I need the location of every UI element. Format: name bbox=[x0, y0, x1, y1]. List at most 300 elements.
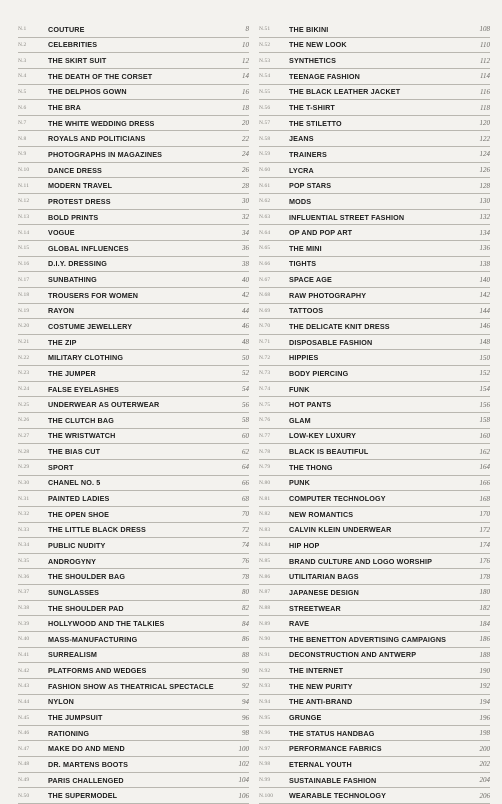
entry-number: N.21 bbox=[18, 339, 30, 346]
contents-entry bbox=[259, 210, 490, 226]
contents-entry bbox=[259, 382, 490, 398]
entry-title: ANDROGYNY bbox=[48, 556, 97, 566]
entry-number: N.31 bbox=[18, 495, 30, 502]
entry-number: N.52 bbox=[259, 41, 271, 48]
entry-page-number: 154 bbox=[479, 385, 490, 394]
entry-page-number: 136 bbox=[479, 244, 490, 253]
entry-title: THE ZIP bbox=[48, 337, 77, 347]
contents-entry bbox=[259, 788, 490, 804]
entry-page-number: 22 bbox=[242, 134, 249, 143]
contents-entry bbox=[259, 241, 490, 257]
entry-number: N.17 bbox=[18, 276, 30, 283]
entry-title: HOT PANTS bbox=[289, 400, 332, 410]
contents-entry bbox=[259, 773, 490, 789]
entry-page-number: 100 bbox=[238, 744, 249, 753]
entry-page-number: 152 bbox=[479, 369, 490, 378]
contents-entry bbox=[259, 335, 490, 351]
entry-number: N.71 bbox=[259, 339, 271, 346]
entry-number: N.95 bbox=[259, 714, 271, 721]
entry-title: RATIONING bbox=[48, 728, 90, 738]
entry-title: UNDERWEAR AS OUTERWEAR bbox=[48, 400, 160, 410]
entry-number: N.88 bbox=[259, 605, 271, 612]
entry-page-number: 184 bbox=[479, 619, 490, 628]
entry-title: THE BENETTON ADVERTISING CAMPAIGNS bbox=[289, 634, 447, 644]
entry-title: THE CLUTCH BAG bbox=[48, 415, 114, 425]
entry-page-number: 144 bbox=[479, 306, 490, 315]
contents-entry bbox=[259, 22, 490, 38]
entry-page-number: 156 bbox=[479, 400, 490, 409]
entry-number: N.93 bbox=[259, 683, 271, 690]
contents-entry bbox=[259, 632, 490, 648]
contents-entry bbox=[18, 569, 249, 585]
entry-page-number: 198 bbox=[479, 729, 490, 738]
entry-number: N.39 bbox=[18, 620, 30, 627]
contents-entry bbox=[18, 194, 249, 210]
entry-number: N.16 bbox=[18, 260, 30, 267]
contents-entry bbox=[18, 147, 249, 163]
entry-page-number: 168 bbox=[479, 494, 490, 503]
contents-entry bbox=[259, 397, 490, 413]
entry-number: N.37 bbox=[18, 589, 30, 596]
entry-number: N.62 bbox=[259, 198, 271, 205]
entry-page-number: 114 bbox=[480, 72, 490, 81]
entry-title: GLAM bbox=[289, 415, 311, 425]
entry-title: THE ANTI-BRAND bbox=[289, 697, 353, 707]
entry-number: N.74 bbox=[259, 386, 271, 393]
entry-page-number: 200 bbox=[479, 744, 490, 753]
entry-page-number: 26 bbox=[242, 166, 249, 175]
entry-number: N.24 bbox=[18, 386, 30, 393]
entry-title: FALSE EYELASHES bbox=[48, 384, 119, 394]
contents-entry bbox=[259, 288, 490, 304]
contents-entry bbox=[18, 304, 249, 320]
entry-title: CALVIN KLEIN UNDERWEAR bbox=[289, 525, 392, 535]
entry-number: N.30 bbox=[18, 479, 30, 486]
entry-title: RAYON bbox=[48, 306, 75, 316]
entry-page-number: 112 bbox=[480, 56, 490, 65]
entry-number: N.4 bbox=[18, 73, 27, 80]
entry-title: THE SKIRT SUIT bbox=[48, 56, 107, 66]
entry-page-number: 160 bbox=[479, 431, 490, 440]
entry-number: N.79 bbox=[259, 464, 271, 471]
entry-page-number: 10 bbox=[242, 40, 249, 49]
entry-page-number: 142 bbox=[479, 291, 490, 300]
entry-page-number: 182 bbox=[479, 604, 490, 613]
entry-page-number: 80 bbox=[242, 588, 249, 597]
entry-page-number: 122 bbox=[479, 134, 490, 143]
entry-page-number: 86 bbox=[242, 635, 249, 644]
entry-page-number: 96 bbox=[242, 713, 249, 722]
entry-page-number: 34 bbox=[242, 228, 249, 237]
contents-entry bbox=[259, 163, 490, 179]
entry-page-number: 102 bbox=[238, 760, 249, 769]
entry-title: THE OPEN SHOE bbox=[48, 509, 110, 519]
entry-page-number: 170 bbox=[479, 510, 490, 519]
entry-title: NEW ROMANTICS bbox=[289, 509, 354, 519]
contents-entry bbox=[18, 538, 249, 554]
entry-page-number: 132 bbox=[479, 213, 490, 221]
entry-title: LYCRA bbox=[289, 165, 314, 175]
entry-page-number: 68 bbox=[242, 494, 249, 503]
entry-number: N.32 bbox=[18, 511, 30, 518]
entry-page-number: 8 bbox=[245, 25, 249, 34]
entry-page-number: 62 bbox=[242, 447, 249, 456]
entry-title: MAKE DO AND MEND bbox=[48, 744, 125, 754]
entry-title: FASHION SHOW AS THEATRICAL SPECTACLE bbox=[48, 681, 214, 691]
entry-title: THE DELPHOS GOWN bbox=[48, 87, 127, 97]
entry-title: ETERNAL YOUTH bbox=[289, 759, 352, 769]
entry-title: PARIS CHALLENGED bbox=[48, 775, 124, 785]
entry-number: N.78 bbox=[259, 448, 271, 455]
entry-title: THE T-SHIRT bbox=[289, 103, 335, 113]
entry-number: N.2 bbox=[18, 41, 27, 48]
entry-title: PHOTOGRAPHS IN MAGAZINES bbox=[48, 149, 163, 159]
entry-number: N.87 bbox=[259, 589, 271, 596]
entry-title: CHANEL NO. 5 bbox=[48, 478, 101, 488]
contents-entry bbox=[259, 648, 490, 664]
entry-title: THE BLACK LEATHER JACKET bbox=[289, 87, 401, 97]
contents-entry bbox=[18, 382, 249, 398]
entry-page-number: 192 bbox=[479, 682, 490, 691]
entry-title: STREETWEAR bbox=[289, 603, 341, 613]
entry-page-number: 166 bbox=[479, 478, 490, 487]
entry-page-number: 130 bbox=[479, 197, 490, 206]
entry-page-number: 74 bbox=[242, 541, 249, 550]
contents-entry bbox=[259, 100, 490, 116]
contents-entry bbox=[259, 616, 490, 632]
entry-title: JAPANESE DESIGN bbox=[289, 587, 360, 597]
contents-entry bbox=[18, 663, 249, 679]
contents-entry bbox=[18, 788, 249, 804]
entry-title: RAW PHOTOGRAPHY bbox=[289, 290, 367, 300]
entry-title: BLACK IS BEAUTIFUL bbox=[289, 447, 369, 457]
contents-entry bbox=[18, 585, 249, 601]
contents-entry bbox=[259, 726, 490, 742]
entry-number: N.14 bbox=[18, 229, 30, 236]
entry-number: N.35 bbox=[18, 558, 30, 565]
contents-entry bbox=[18, 507, 249, 523]
contents-entry bbox=[259, 272, 490, 288]
entry-page-number: 118 bbox=[480, 103, 490, 112]
entry-page-number: 106 bbox=[238, 791, 249, 800]
entry-number: N.54 bbox=[259, 73, 271, 80]
contents-entry bbox=[18, 335, 249, 351]
entry-title: SPORT bbox=[48, 462, 74, 472]
entry-number: N.60 bbox=[259, 167, 271, 174]
entry-number: N.89 bbox=[259, 620, 271, 627]
entry-title: SUNBATHING bbox=[48, 275, 97, 285]
contents-entry bbox=[259, 413, 490, 429]
entry-title: SURREALISM bbox=[48, 650, 98, 660]
entry-title: THE BIAS CUT bbox=[48, 447, 101, 457]
entry-title: PROTEST DRESS bbox=[48, 196, 111, 206]
entry-number: N.64 bbox=[259, 229, 271, 236]
contents-entry bbox=[259, 585, 490, 601]
contents-entry bbox=[259, 663, 490, 679]
contents-entry bbox=[259, 460, 490, 476]
entry-title: THE STATUS HANDBAG bbox=[289, 728, 375, 738]
contents-entry bbox=[18, 366, 249, 382]
entry-title: COMPUTER TECHNOLOGY bbox=[289, 494, 386, 504]
entry-title: SUSTAINABLE FASHION bbox=[289, 775, 377, 785]
entry-number: N.58 bbox=[259, 135, 271, 142]
entry-title: THE LITTLE BLACK DRESS bbox=[48, 525, 146, 535]
entry-page-number: 178 bbox=[479, 572, 490, 581]
entry-page-number: 42 bbox=[242, 291, 249, 300]
entry-page-number: 64 bbox=[242, 463, 249, 472]
entry-page-number: 76 bbox=[242, 557, 249, 566]
contents-entry bbox=[18, 319, 249, 335]
entry-number: N.42 bbox=[18, 667, 30, 674]
entry-title: PERFORMANCE FABRICS bbox=[289, 744, 382, 754]
contents-entry bbox=[259, 741, 490, 757]
entry-number: N.66 bbox=[259, 260, 271, 267]
contents-entry bbox=[259, 569, 490, 585]
contents-entry bbox=[18, 163, 249, 179]
entry-number: N.8 bbox=[18, 135, 27, 142]
entry-title: HOLLYWOOD AND THE TALKIES bbox=[48, 619, 165, 629]
contents-entry bbox=[259, 304, 490, 320]
entry-title: UTILITARIAN BAGS bbox=[289, 572, 359, 582]
entry-title: THE INTERNET bbox=[289, 666, 344, 676]
entry-number: N.34 bbox=[18, 542, 30, 549]
entry-number: N.26 bbox=[18, 417, 30, 424]
entry-title: THE NEW LOOK bbox=[289, 40, 347, 50]
entry-title: NYLON bbox=[48, 697, 74, 707]
contents-entry bbox=[259, 554, 490, 570]
entry-number: N.28 bbox=[18, 448, 30, 455]
entry-title: BRAND CULTURE AND LOGO WORSHIP bbox=[289, 556, 433, 566]
contents-entry bbox=[259, 679, 490, 695]
entry-page-number: 40 bbox=[242, 275, 249, 284]
entry-title: THE SHOULDER PAD bbox=[48, 603, 124, 613]
contents-entry bbox=[18, 413, 249, 429]
entry-title: THE MINI bbox=[289, 243, 322, 253]
entry-page-number: 134 bbox=[479, 228, 490, 237]
entry-title: JEANS bbox=[289, 134, 314, 144]
entry-number: N.7 bbox=[18, 120, 27, 127]
entry-number: N.44 bbox=[18, 698, 30, 705]
entry-page-number: 128 bbox=[479, 181, 490, 190]
entry-title: TROUSERS FOR WOMEN bbox=[48, 290, 139, 300]
contents-entry bbox=[259, 444, 490, 460]
contents-entry bbox=[18, 116, 249, 132]
entry-number: N.84 bbox=[259, 542, 271, 549]
entry-page-number: 164 bbox=[479, 463, 490, 472]
contents-entry bbox=[18, 288, 249, 304]
entry-title: SYNTHETICS bbox=[289, 56, 337, 66]
contents-entry bbox=[259, 350, 490, 366]
contents-entry bbox=[18, 741, 249, 757]
entry-page-number: 58 bbox=[242, 416, 249, 425]
entry-page-number: 110 bbox=[480, 40, 490, 49]
entry-title: LOW-KEY LUXURY bbox=[289, 431, 357, 441]
entry-page-number: 158 bbox=[479, 416, 490, 425]
contents-entry bbox=[259, 69, 490, 85]
entry-number: N.25 bbox=[18, 401, 30, 408]
entry-number: N.92 bbox=[259, 667, 271, 674]
entry-number: N.38 bbox=[18, 605, 30, 612]
entry-page-number: 204 bbox=[479, 776, 490, 785]
entry-page-number: 188 bbox=[479, 650, 490, 659]
entry-number: N.70 bbox=[259, 323, 271, 330]
contents-entry bbox=[18, 272, 249, 288]
entry-title: INFLUENTIAL STREET FASHION bbox=[289, 212, 405, 222]
entry-title: D.I.Y. DRESSING bbox=[48, 259, 107, 269]
entry-title: PAINTED LADIES bbox=[48, 494, 110, 504]
entry-page-number: 172 bbox=[479, 525, 490, 534]
contents-entry bbox=[18, 444, 249, 460]
entry-title: POP STARS bbox=[289, 181, 332, 191]
entry-page-number: 92 bbox=[242, 682, 249, 691]
contents-entry bbox=[259, 429, 490, 445]
entry-number: N.85 bbox=[259, 558, 271, 565]
entry-number: N.53 bbox=[259, 57, 271, 64]
entry-number: N.86 bbox=[259, 573, 271, 580]
entry-page-number: 36 bbox=[242, 244, 249, 253]
entry-number: N.11 bbox=[18, 182, 30, 189]
entry-page-number: 148 bbox=[479, 338, 490, 347]
contents-entry bbox=[18, 429, 249, 445]
contents-entry bbox=[259, 116, 490, 132]
entry-title: PLATFORMS AND WEDGES bbox=[48, 666, 147, 676]
entry-number: N.41 bbox=[18, 651, 30, 658]
entry-page-number: 104 bbox=[238, 776, 249, 785]
contents-entry bbox=[18, 241, 249, 257]
entry-title: COSTUME JEWELLERY bbox=[48, 321, 133, 331]
entry-title: OP AND POP ART bbox=[289, 228, 353, 238]
entry-title: DISPOSABLE FASHION bbox=[289, 337, 373, 347]
contents-entry bbox=[18, 523, 249, 539]
entry-number: N.56 bbox=[259, 104, 271, 111]
entry-number: N.18 bbox=[18, 292, 30, 299]
entry-number: N.20 bbox=[18, 323, 30, 330]
entry-page-number: 150 bbox=[479, 353, 490, 362]
entry-page-number: 66 bbox=[242, 478, 249, 487]
entry-page-number: 90 bbox=[242, 666, 249, 675]
entry-page-number: 46 bbox=[242, 322, 249, 331]
entry-number: N.49 bbox=[18, 777, 30, 784]
entry-title: THE JUMPER bbox=[48, 368, 96, 378]
entry-number: N.76 bbox=[259, 417, 271, 424]
entry-number: N.61 bbox=[259, 182, 271, 189]
entry-page-number: 124 bbox=[479, 150, 490, 159]
contents-entry bbox=[18, 726, 249, 742]
entry-page-number: 186 bbox=[479, 635, 490, 644]
entry-title: THE DEATH OF THE CORSET bbox=[48, 71, 153, 81]
entry-page-number: 190 bbox=[479, 666, 490, 675]
contents-entry bbox=[18, 53, 249, 69]
entry-number: N.72 bbox=[259, 354, 271, 361]
entry-title: GLOBAL INFLUENCES bbox=[48, 243, 129, 253]
entry-number: N.51 bbox=[259, 26, 271, 33]
entry-title: RAVE bbox=[289, 619, 310, 629]
contents-entry bbox=[18, 695, 249, 711]
entry-title: MODERN TRAVEL bbox=[48, 181, 113, 191]
contents-entry bbox=[18, 22, 249, 38]
entry-number: N.96 bbox=[259, 730, 271, 737]
entry-page-number: 70 bbox=[242, 510, 249, 519]
contents-entry bbox=[259, 601, 490, 617]
contents-entry bbox=[259, 507, 490, 523]
contents-entry bbox=[18, 85, 249, 101]
entry-page-number: 196 bbox=[479, 713, 490, 722]
entry-number: N.63 bbox=[259, 214, 271, 220]
contents-entry bbox=[259, 695, 490, 711]
entry-title: DR. MARTENS BOOTS bbox=[48, 759, 129, 769]
entry-number: N.77 bbox=[259, 432, 271, 439]
entry-title: GRUNGE bbox=[289, 713, 322, 722]
entry-number: N.40 bbox=[18, 636, 30, 643]
entry-page-number: 12 bbox=[242, 56, 249, 65]
contents-entry bbox=[18, 210, 249, 226]
contents-entry bbox=[259, 538, 490, 554]
entry-title: DANCE DRESS bbox=[48, 165, 102, 175]
contents-entry bbox=[18, 554, 249, 570]
contents-column-right bbox=[259, 22, 490, 801]
entry-number: N.90 bbox=[259, 636, 271, 643]
contents-entry bbox=[18, 397, 249, 413]
entry-title: THE BIKINI bbox=[289, 24, 329, 34]
entry-page-number: 38 bbox=[242, 259, 249, 268]
contents-entry bbox=[18, 616, 249, 632]
entry-title: MODS bbox=[289, 196, 312, 206]
entry-title: TEENAGE FASHION bbox=[289, 71, 360, 81]
entry-number: N.22 bbox=[18, 354, 30, 361]
entry-number: N.6 bbox=[18, 104, 27, 111]
entry-page-number: 28 bbox=[242, 181, 249, 190]
entry-page-number: 32 bbox=[242, 213, 249, 221]
entry-title: THE BRA bbox=[48, 103, 81, 113]
entry-number: N.83 bbox=[259, 526, 271, 533]
contents-entry bbox=[18, 131, 249, 147]
entry-number: N.36 bbox=[18, 573, 30, 580]
entry-page-number: 72 bbox=[242, 525, 249, 534]
entry-title: FUNK bbox=[289, 384, 310, 394]
entry-number: N.19 bbox=[18, 307, 30, 314]
entry-number: N.55 bbox=[259, 88, 271, 95]
entry-number: N.69 bbox=[259, 307, 271, 314]
entry-title: THE NEW PURITY bbox=[289, 681, 353, 691]
entry-title: BODY PIERCING bbox=[289, 368, 349, 378]
entry-title: THE WRISTWATCH bbox=[48, 431, 116, 441]
entry-number: N.67 bbox=[259, 276, 271, 283]
entry-title: MILITARY CLOTHING bbox=[48, 353, 124, 363]
contents-entry bbox=[18, 460, 249, 476]
entry-title: SPACE AGE bbox=[289, 275, 332, 285]
entry-page-number: 126 bbox=[479, 166, 490, 175]
contents-entry bbox=[18, 773, 249, 789]
entry-title: PUBLIC NUDITY bbox=[48, 540, 106, 550]
entry-title: TATTOOS bbox=[289, 306, 324, 316]
entry-number: N.98 bbox=[259, 761, 271, 768]
entry-number: N.97 bbox=[259, 745, 271, 752]
entry-title: BOLD PRINTS bbox=[48, 212, 99, 222]
entry-number: N.99 bbox=[259, 777, 271, 784]
contents-entry bbox=[18, 38, 249, 54]
contents-entry bbox=[259, 225, 490, 241]
entry-page-number: 84 bbox=[242, 619, 249, 628]
entry-page-number: 174 bbox=[479, 541, 490, 550]
entry-number: N.100 bbox=[259, 792, 274, 799]
contents-entry bbox=[18, 257, 249, 273]
contents-entry bbox=[259, 53, 490, 69]
entry-page-number: 116 bbox=[480, 87, 490, 96]
entry-number: N.68 bbox=[259, 292, 271, 299]
entry-title: WEARABLE TECHNOLOGY bbox=[289, 791, 387, 801]
entry-number: N.27 bbox=[18, 432, 30, 439]
entry-number: N.57 bbox=[259, 120, 271, 127]
